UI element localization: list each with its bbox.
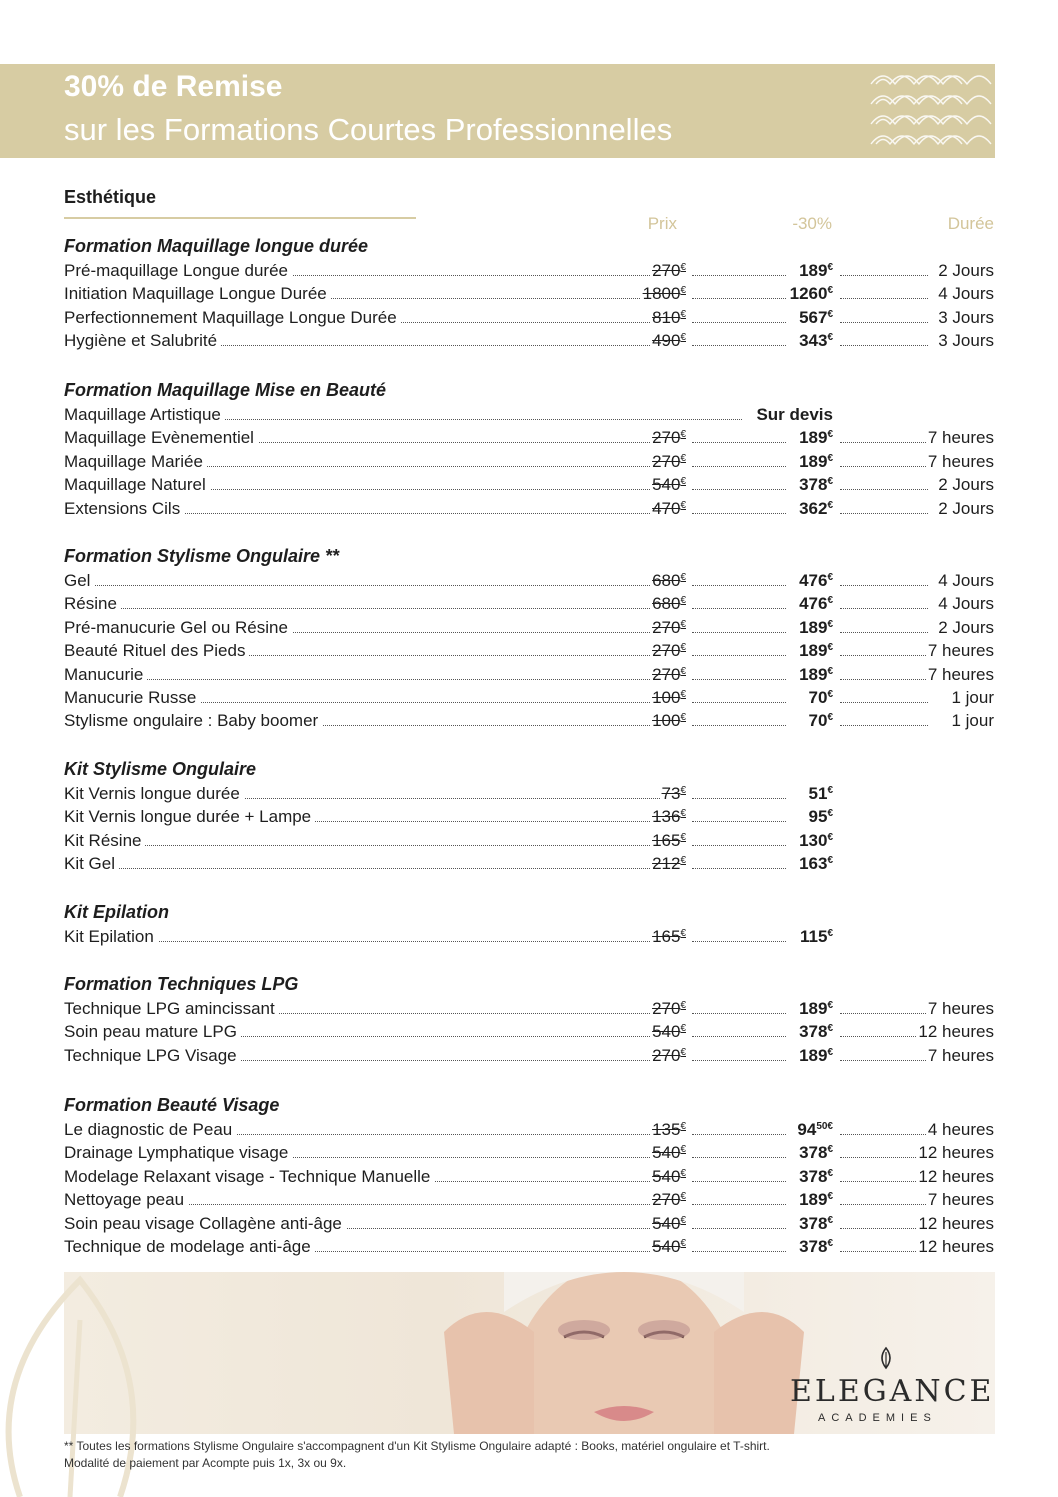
leader-dots [840, 585, 928, 586]
discount-price: 189€ [799, 1190, 833, 1210]
item-name: Beauté Rituel des Pieds [64, 640, 249, 662]
section-title: Esthétique [64, 187, 157, 207]
duration: 7 heures [927, 428, 994, 448]
original-price-currency: € [680, 689, 686, 700]
table-row [64, 640, 994, 662]
original-price-currency: € [680, 712, 686, 724]
discount-price-currency: € [827, 808, 833, 820]
discount-price: 476€ [799, 594, 833, 614]
discount-price-currency: € [827, 476, 833, 488]
duration: 4 Jours [938, 571, 994, 590]
hero-photo [64, 1272, 995, 1434]
duration: 3 Jours [938, 331, 994, 351]
discount-price: 476€ [799, 571, 833, 590]
discount-price: 189€ [799, 261, 833, 280]
table-row [64, 1236, 994, 1258]
leader-dots [840, 1228, 928, 1229]
item-name: Pré-maquillage Longue durée [64, 260, 292, 282]
discount-price-currency: € [827, 1167, 833, 1179]
duration: 7 heures [927, 664, 994, 684]
discount-price-currency: € [827, 665, 833, 677]
leader-dots [692, 702, 786, 703]
leader-dots [692, 1228, 786, 1229]
quote-label: Sur devis [756, 405, 833, 424]
leader-dots [692, 489, 786, 490]
leader-dots [692, 632, 786, 633]
item-name: Kit Gel [64, 853, 119, 875]
footnote-payment: Modalité de paiement par Acompte puis 1x, 3x ou 9x. [64, 1456, 347, 1470]
original-price: 270€ [652, 617, 686, 637]
original-price: 540€ [652, 1166, 686, 1186]
item-name: Stylisme ongulaire : Baby boomer [64, 710, 322, 732]
original-price: 270€ [652, 999, 686, 1018]
item-name: Soin peau visage Collagène anti-âge [64, 1213, 346, 1235]
item-name: Maquillage Artistique [64, 404, 225, 426]
duration: 7 heures [927, 641, 994, 661]
item-name: Maquillage Evènementiel [64, 427, 258, 449]
duration: 12 heures [918, 1213, 994, 1233]
table-row [64, 404, 994, 426]
leader-dots [840, 1204, 928, 1205]
discount-price: 378€ [799, 1237, 833, 1256]
discount-price-currency: € [827, 642, 833, 654]
original-price: 135€ [652, 1120, 686, 1139]
discount-price: 567€ [799, 307, 833, 327]
discount-price-currency: € [827, 429, 833, 441]
column-header-duree: Durée [947, 214, 994, 233]
original-price-currency: € [680, 429, 686, 441]
original-price-currency: € [680, 595, 686, 607]
duration: 1 jour [951, 688, 994, 707]
original-price-currency: € [680, 831, 686, 843]
table-row [64, 1142, 994, 1164]
discount-price: 189€ [799, 1045, 833, 1065]
table-row [64, 1119, 994, 1141]
leader-dots [692, 798, 786, 799]
item-name: Kit Epilation [64, 926, 158, 948]
discount-price: 189€ [799, 641, 833, 661]
leader-dots [840, 1134, 928, 1135]
original-price: 270€ [652, 641, 686, 661]
table-row [64, 498, 994, 520]
table-row [64, 664, 994, 686]
column-header-prix: Prix [647, 214, 677, 233]
item-name: Résine [64, 593, 121, 615]
discount-price-currency: € [827, 785, 833, 796]
leader-dots [692, 298, 786, 299]
discount-price: 95€ [808, 807, 833, 827]
duration: 12 heures [918, 1143, 994, 1163]
table-row [64, 710, 994, 732]
discount-price: 378€ [799, 1166, 833, 1186]
discount-price: 70€ [808, 688, 833, 707]
leader-dots [692, 1181, 786, 1182]
item-name: Pré-manucurie Gel ou Résine [64, 617, 292, 639]
original-price: 270€ [652, 451, 686, 471]
discount-price-currency: € [827, 831, 833, 843]
leader-dots [840, 298, 928, 299]
item-name: Maquillage Naturel [64, 474, 210, 496]
leader-dots [692, 1134, 786, 1135]
discount-price-currency: 50€ [816, 1121, 833, 1132]
discount-price: 378€ [799, 475, 833, 495]
item-name: Nettoyage peau [64, 1189, 188, 1211]
duration: 12 heures [918, 1166, 994, 1186]
discount-price: 378€ [799, 1022, 833, 1042]
discount-price: 51€ [808, 784, 833, 803]
discount-price: 362€ [799, 498, 833, 518]
discount-price-currency: € [827, 572, 833, 583]
original-price: 810€ [652, 307, 686, 327]
original-price: 680€ [652, 594, 686, 614]
discount-price-currency: € [827, 332, 833, 344]
discount-price-currency: € [827, 689, 833, 700]
leader-dots [840, 275, 928, 276]
original-price-currency: € [680, 332, 686, 344]
leader-dots [692, 275, 786, 276]
original-price-currency: € [680, 1121, 686, 1132]
leader-dots [692, 1036, 786, 1037]
original-price-currency: € [680, 572, 686, 583]
category-title: Kit Stylisme Ongulaire [64, 759, 257, 779]
leader-dots [692, 1157, 786, 1158]
original-price-currency: € [680, 452, 686, 464]
discount-price: 189€ [799, 451, 833, 471]
table-row [64, 260, 994, 282]
leader-dots [692, 1251, 786, 1252]
duration: 7 heures [927, 1190, 994, 1210]
footnote-kit: ** Toutes les formations Stylisme Ongulaire s'accompagnent d'un Kit Stylisme Ongulaire adapté : Books, matériel ongulaire et T-shirt. [64, 1439, 770, 1453]
duration: 7 heures [927, 999, 994, 1018]
category-title: Formation Maquillage longue durée [64, 236, 369, 256]
original-price-currency: € [680, 1167, 686, 1179]
original-price: 165€ [652, 830, 686, 850]
original-price-currency: € [680, 1046, 686, 1058]
face-illustration [64, 1272, 995, 1434]
item-name: Manucurie [64, 664, 147, 686]
original-price-currency: € [680, 1191, 686, 1203]
original-price-currency: € [680, 665, 686, 677]
discount-price-currency: € [827, 308, 833, 320]
duration: 4 Jours [938, 594, 994, 614]
discount-price-currency: € [827, 618, 833, 630]
table-row [64, 427, 994, 449]
original-price: 540€ [652, 1143, 686, 1163]
leader-dots [692, 442, 786, 443]
leader-dots [66, 868, 684, 869]
leader-dots [692, 821, 786, 822]
logo-subtitle: ACADEMIES [818, 1412, 937, 1424]
table-row [64, 998, 994, 1020]
original-price: 540€ [652, 1237, 686, 1256]
original-price: 165€ [652, 927, 686, 946]
item-name: Hygiène et Salubrité [64, 330, 221, 352]
leader-dots [66, 845, 684, 846]
discount-price-currency: € [827, 595, 833, 607]
original-price-currency: € [680, 808, 686, 820]
discount-price: 378€ [799, 1213, 833, 1233]
table-row [64, 570, 994, 592]
discount-price: 189€ [799, 664, 833, 684]
original-price: 1800€ [642, 284, 686, 304]
original-price: 100€ [652, 711, 686, 731]
original-price: 540€ [652, 1022, 686, 1042]
table-row [64, 926, 994, 948]
duration: 7 heures [927, 451, 994, 471]
table-row [64, 1021, 994, 1043]
category-title: Formation Maquillage Mise en Beauté [64, 380, 387, 400]
discount-price-currency: € [827, 262, 833, 273]
original-price: 100€ [652, 688, 686, 707]
table-row [64, 593, 994, 615]
item-name: Soin peau mature LPG [64, 1021, 241, 1043]
item-name: Manucurie Russe [64, 687, 200, 709]
leader-dots [840, 322, 928, 323]
item-name: Technique LPG amincissant [64, 998, 279, 1020]
duration: 3 Jours [938, 307, 994, 327]
original-price-currency: € [680, 262, 686, 273]
leader-dots [840, 1060, 928, 1061]
leader-dots [692, 941, 786, 942]
leader-dots [692, 868, 786, 869]
original-price: 270€ [652, 664, 686, 684]
discount-price: 378€ [799, 1143, 833, 1163]
discount-price-currency: € [827, 1023, 833, 1035]
duration: 4 heures [927, 1120, 994, 1139]
original-price-currency: € [680, 1214, 686, 1226]
original-price-currency: € [680, 476, 686, 488]
original-price: 270€ [652, 1045, 686, 1065]
table-row [64, 1189, 994, 1211]
item-name: Kit Vernis longue durée + Lampe [64, 806, 315, 828]
category-title: Formation Techniques LPG [64, 974, 299, 994]
table-row [64, 806, 994, 828]
leader-dots [840, 1181, 928, 1182]
original-price-currency: € [680, 1023, 686, 1035]
logo-name: ELEGANCE [790, 1374, 995, 1409]
item-name: Drainage Lymphatique visage [64, 1142, 292, 1164]
original-price-currency: € [680, 499, 686, 511]
discount-price-currency: € [827, 1191, 833, 1203]
discount-price-currency: € [827, 1144, 833, 1156]
original-price-currency: € [680, 308, 686, 320]
leader-dots [840, 345, 928, 346]
table-row [64, 451, 994, 473]
original-price: 270€ [652, 1190, 686, 1210]
item-name: Kit Vernis longue durée [64, 783, 244, 805]
duration: 12 heures [918, 1022, 994, 1042]
leader-dots [692, 513, 786, 514]
leader-dots [66, 585, 684, 586]
discount-price: $94^{50€}$ [797, 1120, 833, 1139]
table-row [64, 283, 994, 305]
leader-dots [840, 1013, 928, 1014]
leader-dots [692, 345, 786, 346]
leader-dots [840, 513, 928, 514]
discount-price: 163€ [799, 854, 833, 874]
leader-dots [840, 1251, 928, 1252]
leader-dots [840, 1157, 928, 1158]
duration: 2 Jours [938, 617, 994, 637]
discount-price-currency: € [827, 712, 833, 724]
original-price-currency: € [680, 618, 686, 630]
item-name: Le diagnostic de Peau [64, 1119, 236, 1141]
discount-price: 189€ [799, 999, 833, 1018]
original-price: 540€ [652, 475, 686, 495]
logo-leaf-icon [876, 1346, 896, 1370]
leader-dots [66, 941, 684, 942]
original-price-currency: € [680, 642, 686, 654]
original-price-currency: € [680, 855, 686, 867]
duration: 2 Jours [938, 261, 994, 280]
discount-price-currency: € [827, 452, 833, 464]
leader-dots [692, 585, 786, 586]
item-name: Extensions Cils [64, 498, 184, 520]
table-row [64, 330, 994, 352]
item-name: Kit Résine [64, 830, 145, 852]
original-price-currency: € [680, 1000, 686, 1011]
table-row [64, 830, 994, 852]
leader-dots [692, 1060, 786, 1061]
duration: 1 jour [951, 711, 994, 731]
leader-dots [66, 679, 684, 680]
leader-dots [692, 679, 786, 680]
discount-price: 189€ [799, 617, 833, 637]
leader-dots [840, 442, 928, 443]
leader-dots [840, 1036, 928, 1037]
category-title: Formation Stylisme Ongulaire ** [64, 546, 340, 566]
leader-dots [840, 608, 928, 609]
original-price-currency: € [680, 285, 686, 297]
original-price: 136€ [652, 807, 686, 827]
leader-dots [692, 845, 786, 846]
original-price: 470€ [652, 498, 686, 518]
item-name: Perfectionnement Maquillage Longue Durée [64, 307, 401, 329]
item-name: Initiation Maquillage Longue Durée [64, 283, 331, 305]
leader-dots [692, 322, 786, 323]
leader-dots [692, 608, 786, 609]
leader-dots [692, 466, 786, 467]
original-price-currency: € [680, 1144, 686, 1156]
leader-dots [66, 608, 684, 609]
leader-dots [840, 702, 928, 703]
original-price: 490€ [652, 331, 686, 351]
leader-dots [840, 489, 928, 490]
leader-dots [840, 655, 928, 656]
duration: 12 heures [918, 1237, 994, 1256]
discount-price-currency: € [827, 499, 833, 511]
original-price-currency: € [680, 928, 686, 939]
leader-dots [840, 466, 928, 467]
original-price: 270€ [652, 428, 686, 448]
discount-price: 1260€ [789, 284, 833, 304]
leader-dots [692, 1204, 786, 1205]
original-price-currency: € [680, 1238, 686, 1249]
table-row [64, 1045, 994, 1067]
duration: 2 Jours [938, 498, 994, 518]
duration: 4 Jours [938, 284, 994, 304]
original-price: 540€ [652, 1213, 686, 1233]
leader-dots [840, 632, 928, 633]
table-row [64, 617, 994, 639]
discount-price-currency: € [827, 855, 833, 867]
discount-price-currency: € [827, 928, 833, 939]
leader-dots [692, 655, 786, 656]
discount-price-currency: € [827, 1238, 833, 1249]
discount-price-currency: € [827, 285, 833, 297]
leader-dots [692, 725, 786, 726]
discount-price: 70€ [808, 711, 833, 731]
item-name: Technique LPG Visage [64, 1045, 241, 1067]
item-name: Modelage Relaxant visage - Technique Manuelle [64, 1166, 434, 1188]
original-price-currency: € [680, 785, 686, 796]
discount-price-currency: € [827, 1046, 833, 1058]
page-title: 30% de Remise [64, 70, 283, 103]
duration: 7 heures [927, 1045, 994, 1065]
table-row [64, 783, 994, 805]
discount-price-currency: € [827, 1000, 833, 1011]
item-name: Technique de modelage anti-âge [64, 1236, 315, 1258]
category-title: Kit Epilation [64, 902, 169, 922]
leader-dots [840, 679, 928, 680]
original-price: 270€ [652, 261, 686, 280]
category-title: Formation Beauté Visage [64, 1095, 280, 1115]
discount-price-currency: € [827, 1214, 833, 1226]
table-row [64, 474, 994, 496]
original-price: 212€ [652, 854, 686, 874]
discount-price: 130€ [799, 830, 833, 850]
original-price: 680€ [652, 571, 686, 590]
leader-dots [840, 725, 928, 726]
original-price: 73€ [661, 784, 686, 803]
table-row [64, 1213, 994, 1235]
table-row [64, 853, 994, 875]
item-name: Gel [64, 570, 94, 592]
discount-price: 343€ [799, 331, 833, 351]
page-subtitle: sur les Formations Courtes Professionnelles [64, 112, 673, 147]
table-row [64, 687, 994, 709]
table-row [64, 307, 994, 329]
discount-price: 115€ [800, 927, 833, 946]
discount-price: 189€ [799, 428, 833, 448]
column-header-remise: -30% [792, 214, 832, 233]
leader-dots [692, 1013, 786, 1014]
item-name: Maquillage Mariée [64, 451, 207, 473]
table-row [64, 1166, 994, 1188]
duration: 2 Jours [938, 475, 994, 495]
